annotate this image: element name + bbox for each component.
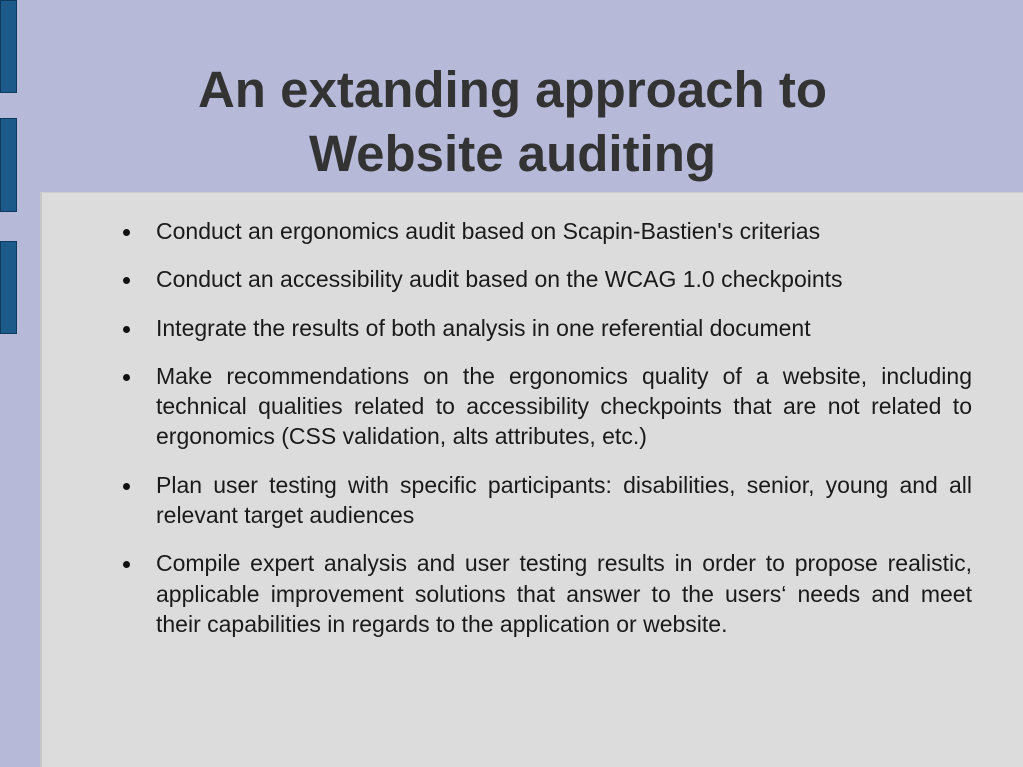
bullet-item bbox=[156, 264, 972, 294]
bullet-dot-icon bbox=[123, 277, 130, 284]
bullet-dot-icon bbox=[123, 229, 130, 236]
bullet-text: Compile expert analysis and user testing results in order to propose realistic, applicable improvement solutions that answer to the users‘ needs and meet their capabilities in regards to the application or website. bbox=[156, 550, 972, 637]
content-panel bbox=[40, 192, 1023, 767]
bullet-item bbox=[156, 548, 972, 639]
bullet-text: Integrate the results of both analysis in one referential document bbox=[156, 314, 811, 341]
bullet-item bbox=[156, 313, 972, 343]
side-bar-middle bbox=[0, 118, 17, 212]
slide-title bbox=[60, 58, 965, 186]
bullet-dot-icon bbox=[123, 326, 130, 333]
bullet-list bbox=[156, 216, 972, 657]
bullet-text: Plan user testing with specific participants: disabilities, senior, young and all relevant target audiences bbox=[156, 471, 972, 529]
bullet-item bbox=[156, 216, 972, 246]
bullet-text: Make recommendations on the ergonomics quality of a website, including technical qualities related to accessibility checkpoints that are not related to ergonomics (CSS validation, alts attributes, etc.) bbox=[156, 362, 972, 450]
bullet-item bbox=[156, 361, 972, 452]
slide-title-line-2: Website auditing bbox=[308, 125, 717, 182]
side-bar-bottom bbox=[0, 241, 17, 334]
bullet-text: Conduct an accessibility audit based on the WCAG 1.0 checkpoints bbox=[156, 266, 843, 293]
side-bar-top bbox=[0, 0, 17, 93]
bullet-dot-icon bbox=[123, 374, 130, 381]
bullet-dot-icon bbox=[123, 561, 130, 568]
bullet-text: Conduct an ergonomics audit based on Scapin-Bastien's criterias bbox=[156, 218, 821, 244]
slide-title-line-1: An extanding approach to bbox=[197, 61, 828, 118]
bullet-dot-icon bbox=[123, 483, 130, 490]
bullet-item bbox=[156, 470, 972, 531]
